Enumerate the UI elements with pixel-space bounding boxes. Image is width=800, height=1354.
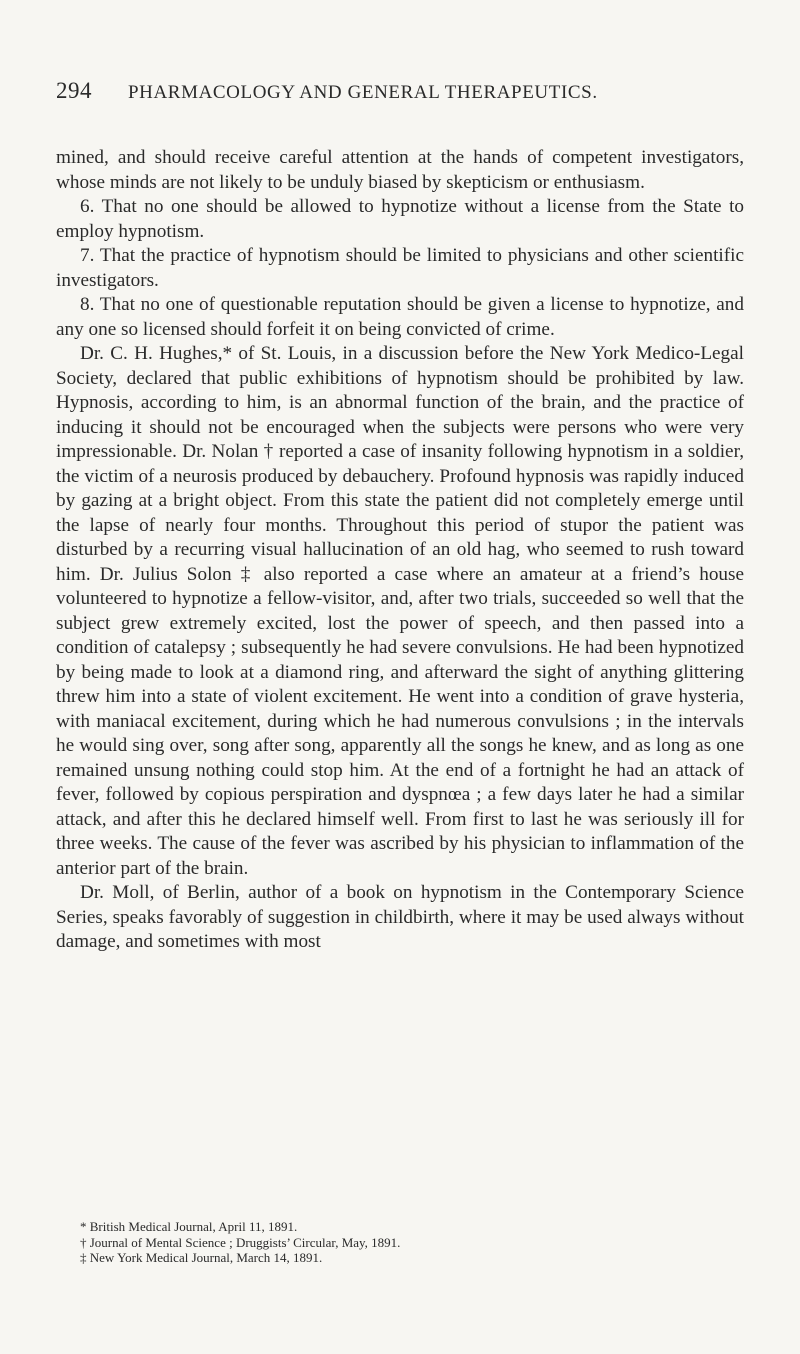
- paragraph-item-7: 7. That the practice of hypnotism should be limited to physicians and other scientific investigators.: [56, 245, 744, 291]
- running-title: PHARMACOLOGY AND GENERAL THERAPEUTICS.: [128, 82, 598, 103]
- footnote-3: ‡ New York Medical Journal, March 14, 1891.: [80, 1250, 323, 1265]
- paragraph-moll: Dr. Moll, of Berlin, author of a book on hypnotism in the Contemporary Science Series, speaks favorably of suggestion in childbirth, where it may be used always without damage, and sometimes with most: [56, 882, 744, 952]
- paragraph-continuation: mined, and should receive careful attention at the hands of competent investigators, whose minds are not likely to be unduly biased by skepticism or enthusiasm.: [56, 147, 744, 193]
- footnote-2: † Journal of Mental Science ; Druggists’ Circular, May, 1891.: [80, 1234, 401, 1250]
- paragraph-item-8: 8. That no one of questionable reputation should be given a license to hypnotize, and any one so licensed should forfeit it on being convicted of crime.: [56, 294, 744, 340]
- body-text: [56, 146, 744, 955]
- paragraph-hughes: Dr. C. H. Hughes,* of St. Louis, in a discussion before the New York Medico-Legal Society, declared that public exhibitions of hypnotism should be prohibited by law. Hypnosis, according to him, is an abnormal function of the brain, and the practice of inducing it should not be encouraged when the subjects were persons who were very impressionable. Dr. Nolan † reported a case of insanity following hypnotism in a soldier, the victim of a neurosis produced by debauchery. Profound hypnosis was rapidly induced by gazing at a bright object. From this state the patient did not completely emerge until the lapse of nearly four months. Throughout this period of stupor the patient was disturbed by a recurring visual hallucination of an old hag, who seemed to rush toward him. Dr. Julius Solon ‡ also reported a case where an amateur at a friend’s house volunteered to hypnotize a fellow-visitor, and, after two trials, succeeded so well that the subject grew extremely excited, lost the power of speech, and then passed into a condition of catalepsy ; subsequently he had severe convulsions. He had been hypnotized by being made to look at a diamond ring, and afterward the sight of anything glittering threw him into a state of violent excitement. He went into a condition of grave hysteria, with maniacal excitement, during which he had numerous convulsions ; in the intervals he would sing over, song after song, apparently all the songs he knew, and as long as one remained unsung nothing could stop him. At the end of a fortnight he had an attack of fever, followed by copious perspiration and dyspnœa ; a few days later he had a similar attack, and after this he declared himself well. From first to last he was seriously ill for three weeks. The cause of the fever was ascribed by his physician to inflammation of the anterior part of the brain.: [56, 343, 744, 879]
- page: [56, 78, 744, 955]
- page-number: 294: [56, 78, 92, 103]
- footnote-1: * British Medical Journal, April 11, 1891.: [80, 1219, 298, 1234]
- paragraph-item-6: 6. That no one should be allowed to hypnotize without a license from the State to employ hypnotism.: [56, 196, 744, 242]
- footnotes: [56, 1219, 744, 1266]
- page-header: [56, 78, 744, 112]
